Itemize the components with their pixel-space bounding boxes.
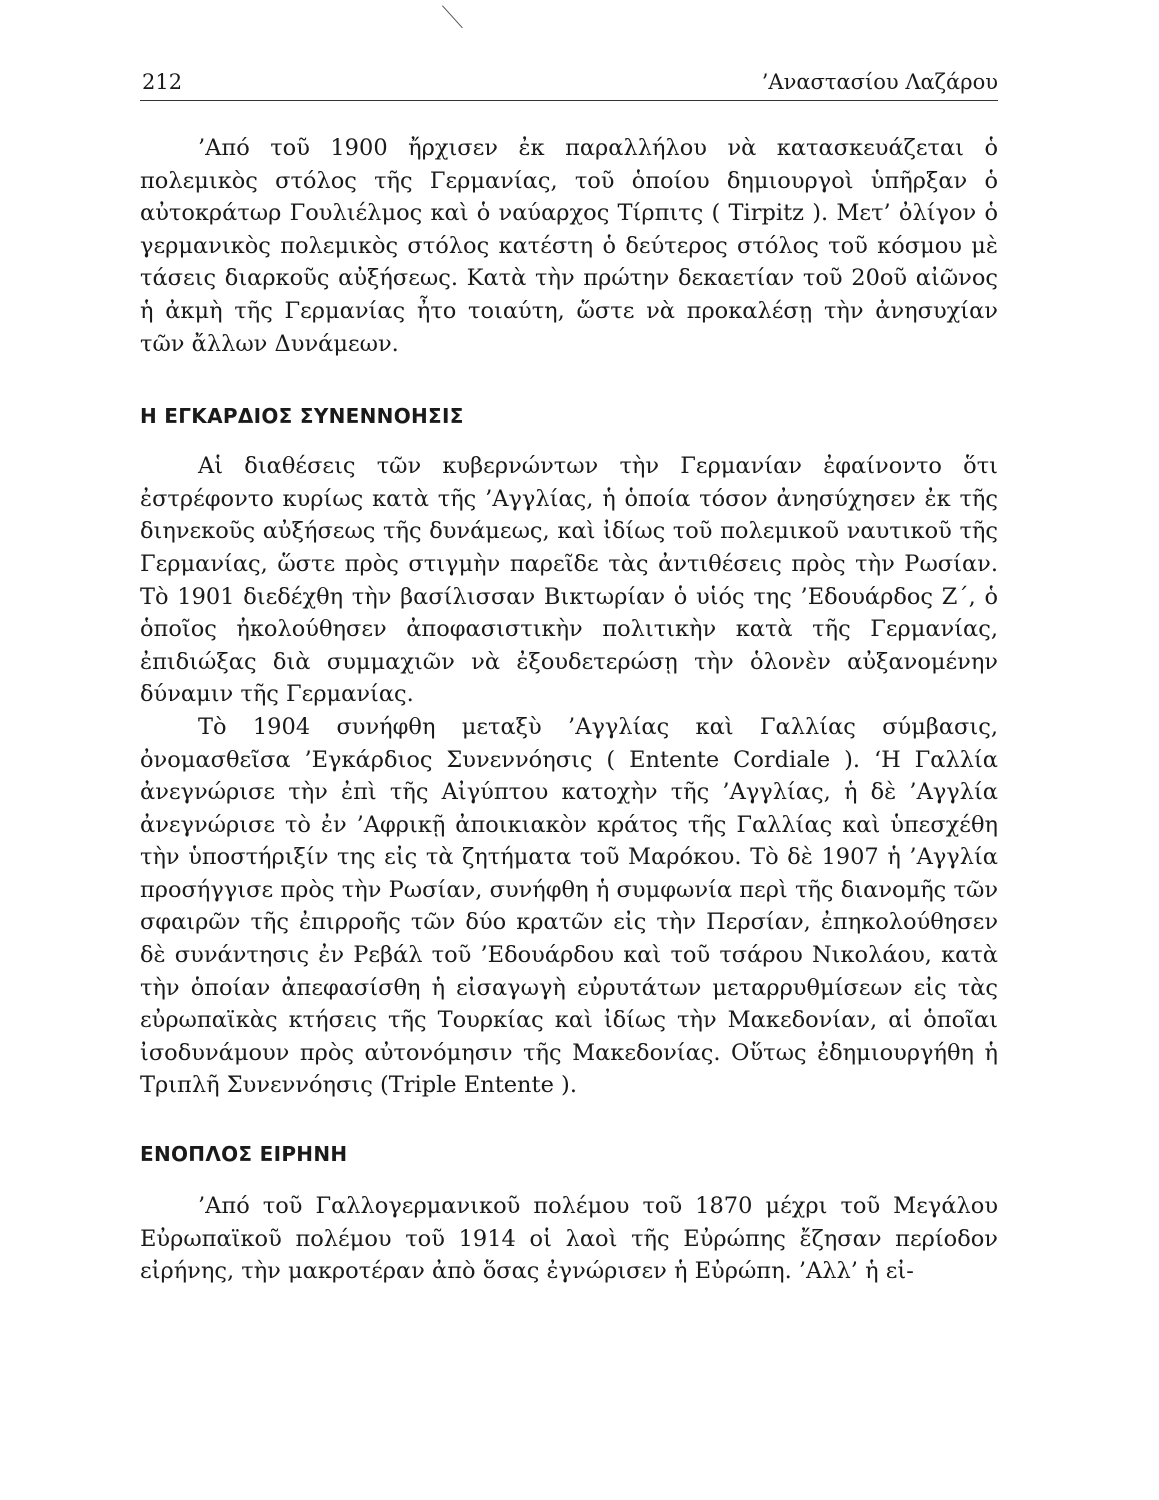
stray-pen-mark — [442, 5, 463, 28]
running-head-author: ’Αναστασίου Λαζάρου — [761, 70, 998, 94]
page-header — [140, 70, 998, 96]
body-text — [140, 132, 998, 1288]
section-heading-entente-cordiale: Η ΕΓΚΑΡΔΙΟΣ ΣΥΝΕΝΝΟΗΣΙΣ — [140, 404, 464, 429]
paragraph-german-fleet: ’Από τοῦ 1900 ἤρχισεν ἐκ παραλλήλου νὰ κατασκευάζεται ὁ πολεμικὸς στόλος τῆς Γερμανίας, τοῦ ὁποίου δημιουργοὶ ὑπῆρξαν ὁ αὐτοκράτωρ Γουλιέλμος καὶ ὁ ναύαρχος Τίρπιτς ( Tirpitz ). Μετ’ ὀλίγον ὁ γερμανικὸς πολεμικὸς στόλος κατέστη ὁ δεύτερος στόλος τοῦ κόσμου μὲ τάσεις διαρκοῦς αὐξήσεως. Κατὰ τὴν πρώτην δεκαετίαν τοῦ 20οῦ αἰῶνος ἡ ἀκμὴ τῆς Γερμανίας ἦτο τοιαύτη, ὥστε νὰ προκαλέσῃ τὴν ἀνησυχίαν τῶν ἄλλων Δυνάμεων. — [140, 135, 998, 357]
paragraph-armed-peace: ’Από τοῦ Γαλλογερμανικοῦ πολέμου τοῦ 1870 μέχρι τοῦ Μεγάλου Εὐρωπαϊκοῦ πολέμου τοῦ 1914 οἱ λαοὶ τῆς Εὐρώπης ἔζησαν περίοδον εἰρήνης, τὴν μακροτέραν ἀπὸ ὅσας ἐγνώρισεν ἡ Εὐρώπη. ’Αλλ’ ἡ εἰ- — [140, 1193, 998, 1285]
header-rule — [140, 100, 998, 101]
paragraph-entente-agreements: Τὸ 1904 συνήφθη μεταξὺ ’Αγγλίας καὶ Γαλλίας σύμβασις, ὀνομασθεῖσα ’Εγκάρδιος Συνεννόησις ( Entente Cordiale ). ‘Η Γαλλία ἀνεγνώρισε τὴν ἐπὶ τῆς Αἰγύπτου κατοχὴν τῆς ’Αγγλίας, ἡ δὲ ’Αγγλία ἀνεγνώρισε τὸ ἐν ’Αφρικῇ ἀποικιακὸν κράτος τῆς Γαλλίας καὶ ὑπεσχέθη τὴν ὑποστήριξίν της εἰς τὰ ζητήματα τοῦ Μαρόκου. Τὸ δὲ 1907 ἡ ’Αγγλία προσήγγισε πρὸς τὴν Ρωσίαν, συνήφθη ἡ συμφωνία περὶ τῆς διανομῆς τῶν σφαιρῶν τῆς ἐπιρροῆς τῶν δύο κρατῶν εἰς τὴν Περσίαν, ἐπηκολούθησεν δὲ συνάντησις ἐν Ρεβάλ τοῦ ’Εδουάρδου καὶ τοῦ τσάρου Νικολάου, κατὰ τὴν ὁποίαν ἀπεφασίσθη ἡ εἰσαγωγὴ εὐρυτάτων μεταρρυθμίσεων εἰς τὰς εὐρωπαϊκὰς κτήσεις τῆς Τουρκίας καὶ ἰδίως τὴν Μακεδονίαν, αἱ ὁποῖαι ἰσοδυνάμουν πρὸς αὐτονόμησιν τῆς Μακεδονίας. Οὕτως ἐδημιουργήθη ἡ Τριπλῆ Συνεννόησις (Triple Entente ). — [140, 713, 998, 1099]
section-heading-armed-peace: ΕΝΟΠΛΟΣ ΕΙΡΗΝΗ — [140, 1142, 348, 1167]
page-number: 212 — [142, 70, 183, 94]
paragraph-edward-vii: Αἱ διαθέσεις τῶν κυβερνώντων τὴν Γερμανίαν ἐφαίνοντο ὅτι ἐστρέφοντο κυρίως κατὰ τῆς ’Αγγλίας, ἡ ὁποία τόσον ἀνησύχησεν ἐκ τῆς διηνεκοῦς αὐξήσεως τῆς δυνάμεως, καὶ ἰδίως τοῦ πολεμικοῦ ναυτικοῦ τῆς Γερμανίας, ὥστε πρὸς στιγμὴν παρεῖδε τὰς ἀντιθέσεις πρὸς τὴν Ρωσίαν. Τὸ 1901 διεδέχθη τὴν βασίλισσαν Βικτωρίαν ὁ υἱός της ’Εδουάρδος Ζ΄, ὁ ὁποῖος ἠκολούθησεν ἀποφασιστικὴν πολιτικὴν κατὰ τῆς Γερμανίας, ἐπιδιώξας διὰ συμμαχιῶν νὰ ἐξουδετερώσῃ τὴν ὁλονὲν αὐξανομένην δύναμιν τῆς Γερμανίας. — [140, 453, 998, 708]
